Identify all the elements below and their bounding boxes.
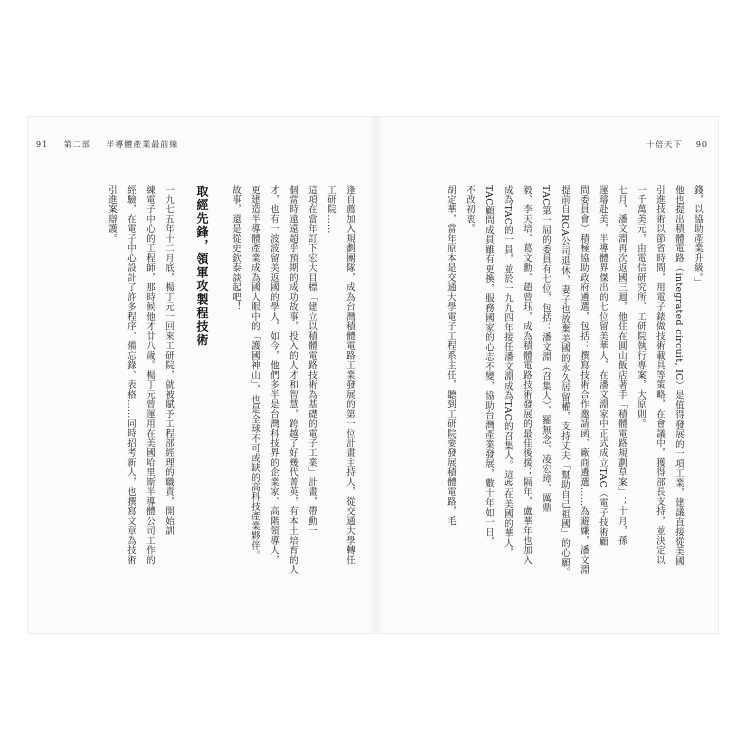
text-column: 錢，以協助產業升級。」	[692, 185, 703, 288]
text-column: 工研院……	[325, 185, 336, 234]
text-column: 他也提出積體電路（integrated circuit, IC）是值得發展的一項工業，建議直接從美國	[673, 185, 684, 566]
text-column: 不改初衷。	[464, 185, 475, 234]
text-column: 引進技術以節省時間，用電子錶做技術載具等策略，在會議中，獲得部長支持，並決定以	[654, 185, 665, 565]
text-column: 成為TAC的一員，並於一九九四年接任潘文淵成為TAC的召集人。這些在美國的華人，	[502, 185, 513, 558]
text-column: 胡定華，當年原本是交通大學電子工程系主任，聽到工研院要發展積體電路，毛	[445, 185, 456, 526]
book-spread	[28, 117, 718, 633]
text-column: 個當時遠遠超乎預期的成功故事，投入的人才和智慧，跨越了好幾代菁英，有本土培育的人	[287, 185, 298, 575]
text-column: 七月，潘文淵再次返國三週，他住在圓山飯店著手「積體電路規劃草案」；十月，孫	[616, 185, 627, 546]
text-column: 這項在當年訂下宏大目標「建立以積體電路技術為基礎的電子工業」計畫，帶動一	[306, 185, 317, 536]
left-part-label: 第二部	[63, 140, 91, 149]
left-section-title: 半導體產業最前線	[106, 140, 179, 149]
text-column: 問委員會）積極協助政府遴選，包括：撰寫技術合作邀請函、廠商遴選……為避嫌，潘文淵	[578, 185, 589, 575]
text-column: 更建造半導體產業成為國人眼中的「護國神山」，也是全球不可或缺的高科技產業夥伴。	[249, 185, 260, 561]
right-page-number: 90	[695, 140, 708, 149]
text-column: 一九七五年十二月底，楊丁元一回來工研院，就被賦予工程部經理的職責，開始訓	[163, 185, 174, 536]
section-spacer	[179, 185, 189, 605]
right-book-title: 十倍天下	[646, 140, 683, 149]
left-page-number: 91	[36, 140, 49, 149]
book-gutter	[369, 117, 383, 633]
right-page-body	[418, 185, 706, 605]
text-column: 經驗，在電子中心設計了許多程序、備忘錄、表格……同時招考新人，也撰寫文章為技術	[125, 185, 136, 565]
left-page-body	[68, 185, 358, 605]
text-column: 逢自薦加入規劃團隊，成為台灣積體電路工業發展的第一位計畫主持人，從交通大學轉任	[344, 185, 355, 565]
text-column: 運璿赴美，半導體界傑出的七位留美華人，在潘文淵家中正式成立TAC（電子技術顧	[597, 185, 608, 547]
text-column: 毅、李天培、葛文勳、趙曾珏，成為積體電路技術發展的最佳後援；隔年，盧華年也加入	[521, 185, 532, 565]
text-column: 才，也有一波波留美返國的學人，如今，他們多半是台灣科技界的企業家、高階領導人，	[268, 185, 279, 565]
text-column: TAC第一屆的委員有七位，包括：潘文淵（召集人）、羅無念、凌宏璋、厲鼎	[540, 185, 551, 513]
text-column: 引進案辯護。	[106, 185, 117, 244]
text-column: 故事，還是從史欽泰談起吧！	[230, 185, 241, 312]
text-column: TAC顧問成員雖有更換，服務國家的心志不變，協助台灣產業發展，數十年如一日，	[483, 185, 494, 547]
text-column: 練電子中心的工程師，那時候他才廿八歲。楊丁元曾運用在美國哈里斯半導體公司工作的	[144, 185, 155, 565]
text-column: 一千萬美元，由電信研究所、工研院執行專案，大原則。	[635, 185, 646, 429]
left-running-head	[36, 139, 190, 150]
section-spacer	[215, 185, 225, 605]
right-running-head	[636, 139, 708, 150]
section-heading: 取經先鋒，領軍攻製程技術	[195, 185, 209, 347]
text-column: 提前自RCA公司退休，妻子也放棄美國的永久居留權，支持丈夫「幫助自己祖國」的心願。	[559, 185, 570, 578]
